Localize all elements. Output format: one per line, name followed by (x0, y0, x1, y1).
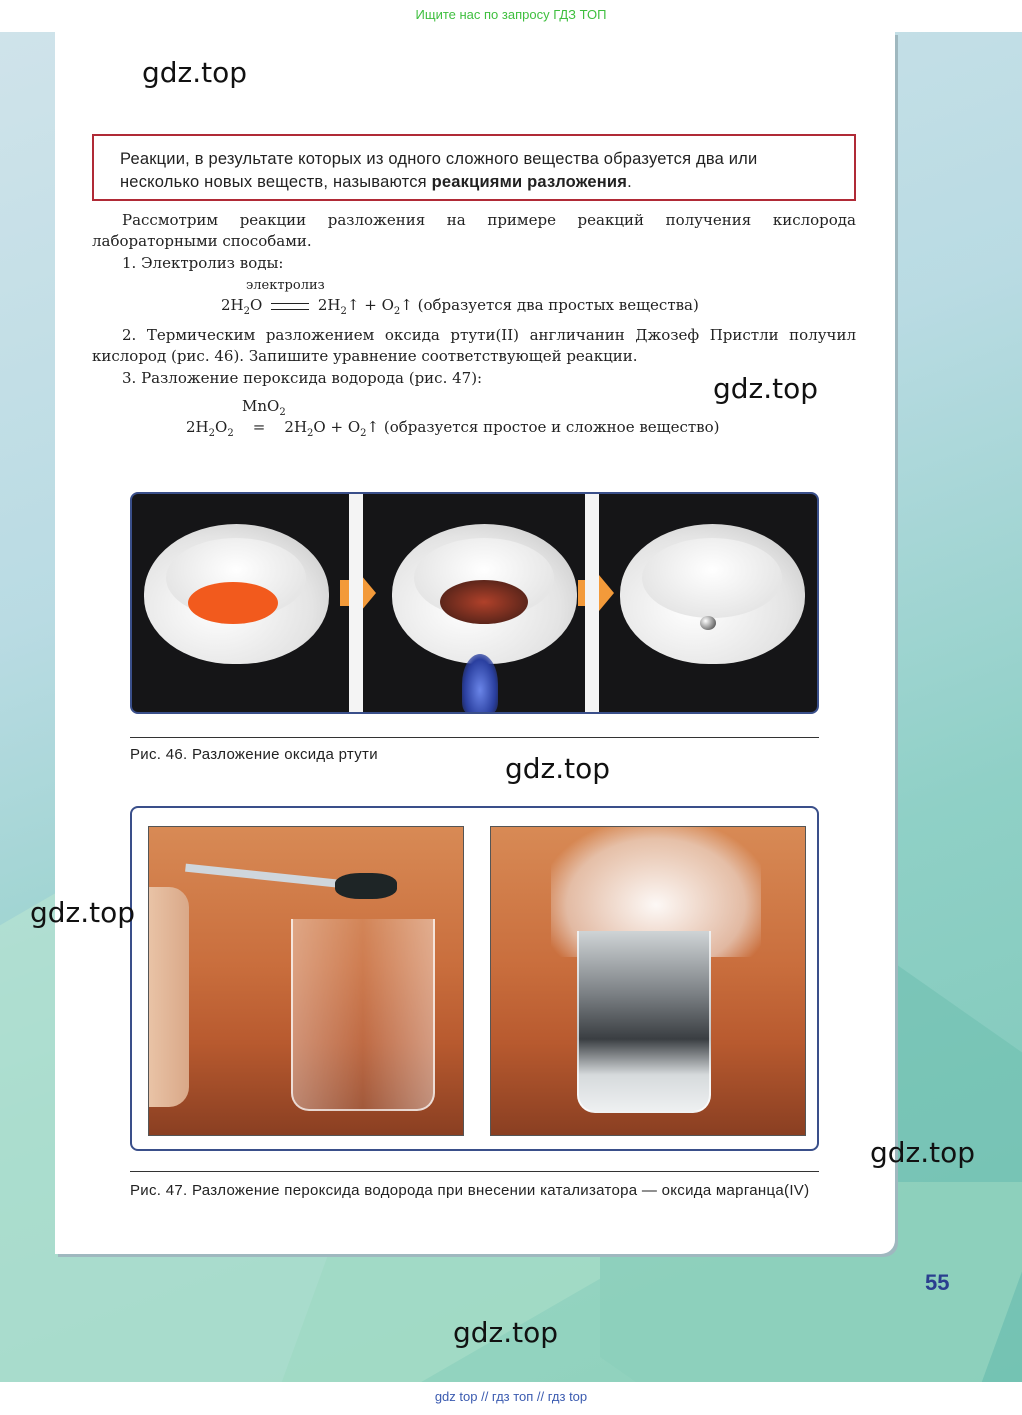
definition-text: Реакции, в результате которых из одного сложного вещества образуется два или несколько новых веществ, называются (120, 150, 758, 191)
arrow-up-icon: ↑ (366, 418, 380, 436)
watermark: gdz.top (30, 896, 136, 929)
figure-46-caption: Рис. 46. Разложение оксида ртути (130, 746, 378, 763)
figure-47-caption: Рис. 47. Разложение пероксида водорода при внесении катализатора — оксида марганца(IV) (130, 1182, 810, 1199)
black-powder (335, 873, 397, 899)
eq1-condition: электролиз (246, 278, 325, 293)
item-3: 3. Разложение пероксида водорода (рис. 47): (122, 369, 483, 387)
reacting-beaker-image (490, 826, 806, 1136)
eq1-note: (образуется два простых вещества) (417, 296, 699, 314)
red-powder (188, 582, 278, 624)
arrow-up-icon: ↑ (346, 296, 360, 314)
watermark: gdz.top (142, 56, 248, 89)
equation-2: $2H_2O_2$ = $2H_2O$ + $O_2↑$ (образуется простое и сложное вещество) (186, 418, 720, 439)
hand-image (149, 887, 189, 1107)
separator (349, 494, 363, 714)
dark-powder (440, 580, 528, 624)
bowl-image (392, 524, 577, 664)
flame-image (462, 654, 498, 714)
figure-47-photo (130, 806, 819, 1151)
definition-term: реакциями разложения (431, 173, 628, 191)
intro-paragraph: Рассмотрим реакции разложения на примере реакций получения кислорода лабораторными способами. (92, 211, 856, 250)
beaker-image (291, 919, 435, 1111)
definition-end: . (627, 173, 632, 191)
watermark: gdz.top (870, 1136, 976, 1169)
top-banner[interactable]: Ищите нас по запросу ГДЗ ТОП (415, 7, 607, 22)
bowl-image (620, 524, 805, 664)
caption-rule (130, 737, 819, 738)
page-number: 55 (925, 1270, 950, 1295)
bottom-links[interactable]: gdz top // гдз топ // гдз top (0, 1382, 1022, 1415)
watermark: gdz.top (713, 372, 819, 405)
watermark: gdz.top (453, 1316, 559, 1349)
item-1: 1. Электролиз воды: (122, 254, 284, 272)
separator (585, 494, 599, 714)
item-2: 2. Термическим разложением оксида ртути(II) англичанин Джозеф Пристли получил кислород (рис. 46). Запишите уравнение соответствующей реакции. (92, 326, 856, 365)
equation-1: $2H_2O$ $2H_2↑$ + $O_2↑$ (образуется два простых вещества) (221, 296, 699, 317)
beaker-with-spoon-image (148, 826, 464, 1136)
figure-46-photo (130, 492, 819, 714)
watermark: gdz.top (505, 752, 611, 785)
eq2-catalyst: MnO$_2$ (242, 397, 286, 418)
arrow-up-icon: ↑ (400, 296, 413, 314)
equals-sign (271, 303, 309, 310)
bowl-image (144, 524, 329, 664)
eq2-note: (образуется простое и сложное вещество) (383, 418, 720, 436)
beaker-image (577, 931, 711, 1113)
mercury-drop (700, 616, 716, 630)
caption-rule (130, 1171, 819, 1172)
definition-box (92, 134, 856, 201)
